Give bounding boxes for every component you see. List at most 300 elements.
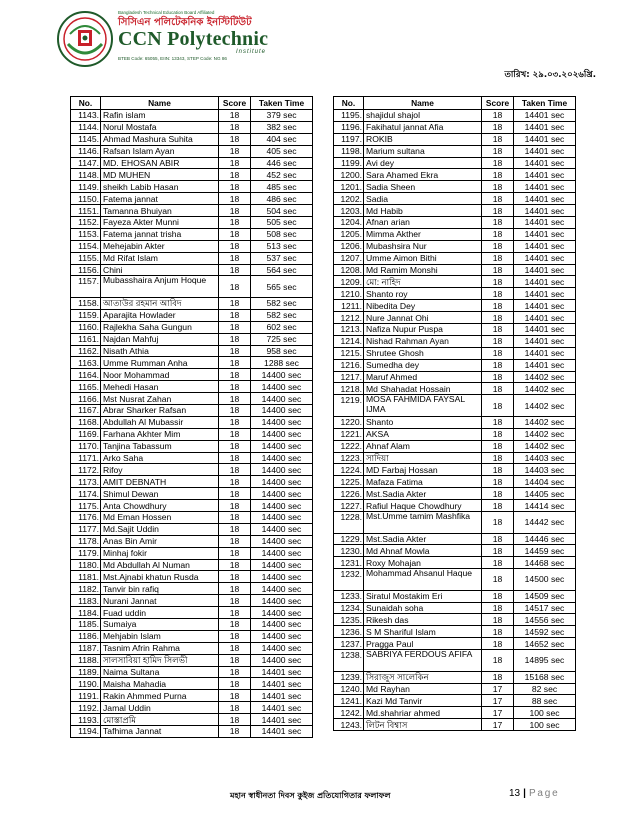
taken-time-cell: 379 sec xyxy=(251,110,313,122)
participant-name: Md Shahadat Hossain xyxy=(364,383,482,395)
participant-name: Mohammad Ahsanul Haque xyxy=(364,569,482,591)
taken-time-cell: 602 sec xyxy=(251,321,313,333)
participant-name: Sumedha dey xyxy=(364,359,482,371)
taken-time-cell: 14400 sec xyxy=(251,381,313,393)
taken-time-cell: 14401 sec xyxy=(514,169,576,181)
taken-time-cell: 14400 sec xyxy=(251,619,313,631)
taken-time-cell: 14400 sec xyxy=(251,476,313,488)
participant-name: AMIT DEBNATH xyxy=(101,476,219,488)
page-number-block xyxy=(509,788,560,799)
score-cell: 18 xyxy=(482,145,514,157)
page-number: 13 xyxy=(509,788,521,799)
row-number: 1172. xyxy=(71,464,101,476)
row-number: 1224. xyxy=(334,464,364,476)
table-row xyxy=(334,500,576,512)
table-row xyxy=(71,595,313,607)
score-cell: 18 xyxy=(482,110,514,122)
row-number: 1242. xyxy=(334,707,364,719)
table-row xyxy=(71,523,313,535)
score-cell: 18 xyxy=(219,726,251,738)
taken-time-cell: 14459 sec xyxy=(514,545,576,557)
row-number: 1207. xyxy=(334,252,364,264)
table-row xyxy=(71,642,313,654)
table-row xyxy=(334,428,576,440)
participant-name: Sunaidah soha xyxy=(364,602,482,614)
score-cell: 18 xyxy=(219,702,251,714)
table-row xyxy=(71,571,313,583)
taken-time-cell: 565 sec xyxy=(251,276,313,298)
header-no: No. xyxy=(71,97,101,110)
score-cell: 18 xyxy=(482,312,514,324)
participant-name: MOSA FAHMIDA FAYSAL IJMA xyxy=(364,395,482,417)
participant-name: Sadia xyxy=(364,193,482,205)
taken-time-cell: 725 sec xyxy=(251,333,313,345)
score-cell: 18 xyxy=(219,121,251,133)
taken-time-cell: 14401 sec xyxy=(514,205,576,217)
row-number: 1186. xyxy=(71,630,101,642)
participant-name: Najdan Mahfuj xyxy=(101,333,219,345)
participant-name: Rikesh das xyxy=(364,614,482,626)
participant-name: Arko Saha xyxy=(101,452,219,464)
row-number: 1194. xyxy=(71,726,101,738)
row-number: 1237. xyxy=(334,638,364,650)
score-cell: 18 xyxy=(482,371,514,383)
participant-name: Nafiza Nupur Puspa xyxy=(364,324,482,336)
table-row xyxy=(71,690,313,702)
score-cell: 17 xyxy=(482,719,514,731)
taken-time-cell: 14401 sec xyxy=(514,110,576,122)
taken-time-cell: 14401 sec xyxy=(251,666,313,678)
score-cell: 18 xyxy=(219,583,251,595)
taken-time-cell: 452 sec xyxy=(251,169,313,181)
taken-time-cell: 14401 sec xyxy=(514,193,576,205)
taken-time-cell: 14402 sec xyxy=(514,416,576,428)
score-cell: 18 xyxy=(219,571,251,583)
row-number: 1227. xyxy=(334,500,364,512)
taken-time-cell: 404 sec xyxy=(251,133,313,145)
participant-name: Md Rifat Islam xyxy=(101,252,219,264)
table-row xyxy=(71,547,313,559)
row-number: 1178. xyxy=(71,535,101,547)
row-number: 1230. xyxy=(334,545,364,557)
score-cell: 18 xyxy=(219,428,251,440)
score-cell: 18 xyxy=(482,193,514,205)
row-number: 1145. xyxy=(71,133,101,145)
row-number: 1225. xyxy=(334,476,364,488)
row-number: 1196. xyxy=(334,121,364,133)
taken-time-cell: 14403 sec xyxy=(514,464,576,476)
table-row xyxy=(334,683,576,695)
table-row xyxy=(71,228,313,240)
table-row xyxy=(71,452,313,464)
taken-time-cell: 14400 sec xyxy=(251,583,313,595)
participant-name: Shanto roy xyxy=(364,288,482,300)
table-row xyxy=(71,416,313,428)
row-number: 1173. xyxy=(71,476,101,488)
table-row xyxy=(71,264,313,276)
table-row xyxy=(334,252,576,264)
score-cell: 18 xyxy=(482,359,514,371)
participant-name: Norul Mostafa xyxy=(101,121,219,133)
footer-title: মহান স্বাধীনতা দিবস কুইজ প্রতিযোগিতার ফলাফল xyxy=(230,791,391,800)
participant-name: Maruf Ahmed xyxy=(364,371,482,383)
taken-time-cell: 14401 sec xyxy=(251,690,313,702)
table-row xyxy=(334,145,576,157)
participant-name: Tasnim Afrin Rahma xyxy=(101,642,219,654)
row-number: 1149. xyxy=(71,181,101,193)
taken-time-cell: 14401 sec xyxy=(514,121,576,133)
participant-name: সালসাবিয়া হামিদ সিলভী xyxy=(101,654,219,666)
row-number: 1234. xyxy=(334,602,364,614)
table-row xyxy=(71,476,313,488)
participant-name: Jamal Uddin xyxy=(101,702,219,714)
row-number: 1161. xyxy=(71,333,101,345)
participant-name: Farhana Akhter Mim xyxy=(101,428,219,440)
taken-time-cell: 14442 sec xyxy=(514,512,576,534)
taken-time-cell: 14400 sec xyxy=(251,607,313,619)
row-number: 1217. xyxy=(334,371,364,383)
participant-name: সিরাজুস সালেকিন xyxy=(364,671,482,683)
row-number: 1146. xyxy=(71,145,101,157)
table-row xyxy=(334,205,576,217)
taken-time-cell: 14401 sec xyxy=(514,312,576,324)
table-row xyxy=(71,535,313,547)
row-number: 1235. xyxy=(334,614,364,626)
institute-logo-icon xyxy=(56,10,114,68)
score-cell: 18 xyxy=(219,512,251,524)
score-cell: 17 xyxy=(482,707,514,719)
participant-name: Rafiul Haque Chowdhury xyxy=(364,500,482,512)
taken-time-cell: 14401 sec xyxy=(251,678,313,690)
table-row xyxy=(334,614,576,626)
table-row xyxy=(71,428,313,440)
table-row xyxy=(334,335,576,347)
table-body-right xyxy=(334,110,576,731)
row-number: 1162. xyxy=(71,345,101,357)
row-number: 1164. xyxy=(71,369,101,381)
table-row xyxy=(334,695,576,707)
score-cell: 18 xyxy=(219,535,251,547)
row-number: 1147. xyxy=(71,157,101,169)
participant-name: MD. EHOSAN ABIR xyxy=(101,157,219,169)
institute-name-block xyxy=(118,10,418,62)
score-cell: 18 xyxy=(219,369,251,381)
row-number: 1153. xyxy=(71,228,101,240)
participant-name: সাদিয়া xyxy=(364,452,482,464)
participant-name: Siratul Mostakim Eri xyxy=(364,590,482,602)
score-cell: 18 xyxy=(482,671,514,683)
participant-name: Fatema jannat xyxy=(101,193,219,205)
score-cell: 18 xyxy=(219,404,251,416)
taken-time-cell: 14401 sec xyxy=(251,726,313,738)
taken-time-cell: 14400 sec xyxy=(251,535,313,547)
institute-codes: BTEB Code: 65055, EIIN: 13343, STEP Code: NG 86 xyxy=(118,56,227,61)
score-cell: 18 xyxy=(482,288,514,300)
table-row xyxy=(334,440,576,452)
table-row xyxy=(71,145,313,157)
score-cell: 18 xyxy=(482,614,514,626)
table-row xyxy=(71,369,313,381)
score-cell: 18 xyxy=(219,357,251,369)
table-row xyxy=(71,512,313,524)
row-number: 1221. xyxy=(334,428,364,440)
table-row xyxy=(71,714,313,726)
taken-time-cell: 14401 sec xyxy=(514,145,576,157)
score-cell: 18 xyxy=(219,252,251,264)
participant-name: Nishad Rahman Ayan xyxy=(364,335,482,347)
row-number: 1156. xyxy=(71,264,101,276)
score-cell: 18 xyxy=(219,345,251,357)
participant-name: MD Farbaj Hossan xyxy=(364,464,482,476)
score-cell: 18 xyxy=(482,383,514,395)
participant-name: Nisath Athia xyxy=(101,345,219,357)
row-number: 1228. xyxy=(334,512,364,534)
table-row xyxy=(334,359,576,371)
row-number: 1219. xyxy=(334,395,364,417)
results-table-left xyxy=(70,96,313,738)
participant-name: Mst.Umme tamim Mashfika xyxy=(364,512,482,534)
table-row xyxy=(334,228,576,240)
participant-name: Ahmad Mashura Suhita xyxy=(101,133,219,145)
taken-time-cell: 15168 sec xyxy=(514,671,576,683)
score-cell: 18 xyxy=(219,523,251,535)
row-number: 1181. xyxy=(71,571,101,583)
participant-name: Maisha Mahadia xyxy=(101,678,219,690)
row-number: 1185. xyxy=(71,619,101,631)
taken-time-cell: 14500 sec xyxy=(514,569,576,591)
score-cell: 18 xyxy=(219,452,251,464)
row-number: 1209. xyxy=(334,276,364,288)
score-cell: 18 xyxy=(219,205,251,217)
score-cell: 18 xyxy=(219,714,251,726)
row-number: 1231. xyxy=(334,557,364,569)
table-row xyxy=(334,590,576,602)
table-row xyxy=(334,707,576,719)
row-number: 1215. xyxy=(334,347,364,359)
table-row xyxy=(71,404,313,416)
taken-time-cell: 14895 sec xyxy=(514,650,576,672)
participant-name: Umme Rumman Anha xyxy=(101,357,219,369)
participant-name: Nure Jannat Ohi xyxy=(364,312,482,324)
row-number: 1210. xyxy=(334,288,364,300)
row-number: 1184. xyxy=(71,607,101,619)
row-number: 1187. xyxy=(71,642,101,654)
score-cell: 18 xyxy=(219,607,251,619)
table-row xyxy=(334,110,576,122)
taken-time-cell: 14401 sec xyxy=(514,335,576,347)
score-cell: 18 xyxy=(482,533,514,545)
table-row xyxy=(334,569,576,591)
score-cell: 18 xyxy=(482,488,514,500)
results-table-right xyxy=(333,96,576,731)
score-cell: 18 xyxy=(219,488,251,500)
taken-time-cell: 100 sec xyxy=(514,707,576,719)
participant-name: Tanjina Tabassum xyxy=(101,440,219,452)
participant-name: S M Shariful Islam xyxy=(364,626,482,638)
taken-time-cell: 582 sec xyxy=(251,309,313,321)
taken-time-cell: 564 sec xyxy=(251,264,313,276)
taken-time-cell: 582 sec xyxy=(251,297,313,309)
score-cell: 18 xyxy=(482,157,514,169)
participant-name: Rafin islam xyxy=(101,110,219,122)
participant-name: Md Eman Hossen xyxy=(101,512,219,524)
participant-name: Shanto xyxy=(364,416,482,428)
score-cell: 18 xyxy=(482,500,514,512)
participant-name: Md Habib xyxy=(364,205,482,217)
table-row xyxy=(334,512,576,534)
header-score: Score xyxy=(219,97,251,110)
row-number: 1199. xyxy=(334,157,364,169)
table-row xyxy=(334,240,576,252)
row-number: 1144. xyxy=(71,121,101,133)
table-row xyxy=(334,121,576,133)
score-cell: 18 xyxy=(482,169,514,181)
table-row xyxy=(71,654,313,666)
table-row xyxy=(71,500,313,512)
table-row xyxy=(334,169,576,181)
taken-time-cell: 14400 sec xyxy=(251,630,313,642)
score-cell: 18 xyxy=(219,381,251,393)
table-row xyxy=(334,264,576,276)
score-cell: 18 xyxy=(219,157,251,169)
row-number: 1236. xyxy=(334,626,364,638)
participant-name: sheikh Labib Hasan xyxy=(101,181,219,193)
row-number: 1191. xyxy=(71,690,101,702)
row-number: 1206. xyxy=(334,240,364,252)
taken-time-cell: 14400 sec xyxy=(251,571,313,583)
participant-name: Nibedita Dey xyxy=(364,300,482,312)
taken-time-cell: 14401 sec xyxy=(514,300,576,312)
taken-time-cell: 14401 sec xyxy=(514,276,576,288)
score-cell: 18 xyxy=(219,297,251,309)
participant-name: Rafsan Islam Ayan xyxy=(101,145,219,157)
table-row xyxy=(71,607,313,619)
taken-time-cell: 537 sec xyxy=(251,252,313,264)
taken-time-cell: 405 sec xyxy=(251,145,313,157)
score-cell: 18 xyxy=(219,654,251,666)
header-name: Name xyxy=(364,97,482,110)
taken-time-cell: 14401 sec xyxy=(514,240,576,252)
taken-time-cell: 14402 sec xyxy=(514,395,576,417)
participant-name: Ahnaf Alam xyxy=(364,440,482,452)
board-affiliation: Bangladesh Technical Education Board Affiliated xyxy=(118,10,215,15)
row-number: 1226. xyxy=(334,488,364,500)
table-row xyxy=(71,121,313,133)
row-number: 1216. xyxy=(334,359,364,371)
taken-time-cell: 508 sec xyxy=(251,228,313,240)
taken-time-cell: 14401 sec xyxy=(514,228,576,240)
taken-time-cell: 14401 sec xyxy=(514,347,576,359)
taken-time-cell: 958 sec xyxy=(251,345,313,357)
row-number: 1239. xyxy=(334,671,364,683)
taken-time-cell: 14400 sec xyxy=(251,393,313,405)
participant-name: Md Rayhan xyxy=(364,683,482,695)
score-cell: 18 xyxy=(219,678,251,690)
row-number: 1148. xyxy=(71,169,101,181)
taken-time-cell: 14401 sec xyxy=(514,324,576,336)
score-cell: 18 xyxy=(482,324,514,336)
table-row xyxy=(334,452,576,464)
table-row xyxy=(334,324,576,336)
row-number: 1213. xyxy=(334,324,364,336)
score-cell: 18 xyxy=(219,240,251,252)
table-row xyxy=(71,488,313,500)
page-footer xyxy=(0,788,638,804)
taken-time-cell: 14592 sec xyxy=(514,626,576,638)
row-number: 1158. xyxy=(71,297,101,309)
table-row xyxy=(334,533,576,545)
participant-name: MD MUHEN xyxy=(101,169,219,181)
institute-subtitle: Institute xyxy=(236,49,267,55)
row-number: 1182. xyxy=(71,583,101,595)
page-header xyxy=(56,8,596,88)
participant-name: Md Ahnaf Mowla xyxy=(364,545,482,557)
row-number: 1165. xyxy=(71,381,101,393)
row-number: 1198. xyxy=(334,145,364,157)
taken-time-cell: 505 sec xyxy=(251,217,313,229)
participant-name: Md.shahriar ahmed xyxy=(364,707,482,719)
row-number: 1169. xyxy=(71,428,101,440)
table-body-left xyxy=(71,110,313,738)
table-row xyxy=(71,559,313,571)
score-cell: 18 xyxy=(219,440,251,452)
row-number: 1205. xyxy=(334,228,364,240)
institute-name-english: CCN Polytechnic xyxy=(118,28,269,50)
participant-name: Aparajita Howlader xyxy=(101,309,219,321)
header-name: Name xyxy=(101,97,219,110)
score-cell: 18 xyxy=(482,545,514,557)
table-row xyxy=(334,133,576,145)
table-row xyxy=(334,181,576,193)
taken-time-cell: 14400 sec xyxy=(251,654,313,666)
score-cell: 18 xyxy=(482,264,514,276)
participant-name: shajidul shajol xyxy=(364,110,482,122)
score-cell: 18 xyxy=(219,547,251,559)
table-row xyxy=(334,288,576,300)
participant-name: Tanvir bin rafiq xyxy=(101,583,219,595)
row-number: 1192. xyxy=(71,702,101,714)
taken-time-cell: 14400 sec xyxy=(251,404,313,416)
table-row xyxy=(71,276,313,298)
participant-name: ROKIB xyxy=(364,133,482,145)
score-cell: 18 xyxy=(482,428,514,440)
taken-time-cell: 513 sec xyxy=(251,240,313,252)
participant-name: SABRIYA FERDOUS AFIFA xyxy=(364,650,482,672)
score-cell: 18 xyxy=(219,169,251,181)
row-number: 1233. xyxy=(334,590,364,602)
taken-time-cell: 382 sec xyxy=(251,121,313,133)
table-row xyxy=(71,393,313,405)
score-cell: 18 xyxy=(482,252,514,264)
score-cell: 18 xyxy=(219,193,251,205)
taken-time-cell: 446 sec xyxy=(251,157,313,169)
row-number: 1238. xyxy=(334,650,364,672)
participant-name: Mimma Akther xyxy=(364,228,482,240)
row-number: 1189. xyxy=(71,666,101,678)
table-row xyxy=(71,297,313,309)
table-row xyxy=(71,630,313,642)
table-row xyxy=(334,300,576,312)
row-number: 1166. xyxy=(71,393,101,405)
score-cell: 18 xyxy=(482,217,514,229)
row-number: 1220. xyxy=(334,416,364,428)
table-row xyxy=(71,240,313,252)
score-cell: 18 xyxy=(219,181,251,193)
row-number: 1240. xyxy=(334,683,364,695)
taken-time-cell: 14401 sec xyxy=(251,702,313,714)
header-time: Taken Time xyxy=(514,97,576,110)
taken-time-cell: 485 sec xyxy=(251,181,313,193)
